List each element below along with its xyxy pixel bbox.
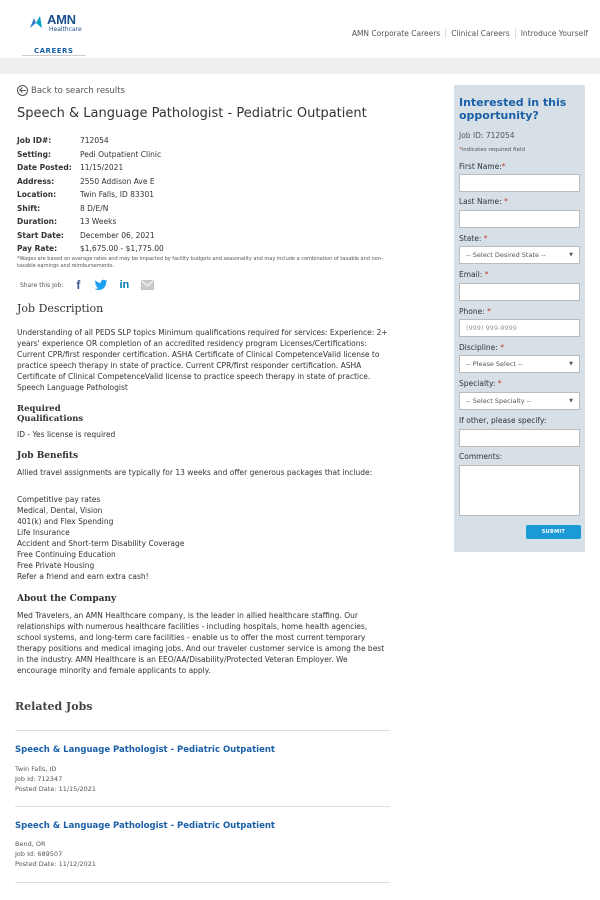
list-item: Competitive pay rates [17,495,101,504]
related-job-title-link[interactable]: Speech & Language Pathologist - Pediatric Outpatient [15,821,275,831]
other-specify-label: If other, please specify: [459,416,547,425]
logo-text: AMN [47,12,76,27]
email-label [459,270,488,279]
header-band [0,58,600,74]
about-company-heading: About the Company [17,594,117,604]
related-job-posted: Posted Date: 11/12/2021 [15,860,97,868]
form-title: Interested in this opportunity? [459,96,567,122]
detail-label: Pay Rate: [17,244,58,254]
detail-row-job-id [17,134,164,148]
detail-value: $1,675.00 - $1,775.00 [80,244,164,254]
field-label-text: Specialty: [459,379,496,388]
detail-label: Date Posted: [17,163,72,173]
back-to-search-link[interactable] [17,85,125,96]
detail-value: 2550 Addison Ave E [80,176,155,186]
detail-label: Location: [17,190,57,200]
detail-label: Duration: [17,217,57,227]
state-label [459,234,488,243]
field-label-text: Email: [459,270,483,279]
detail-value: 13 Weeks [80,217,117,227]
detail-value: 712054 [80,136,109,146]
phone-label [459,307,491,316]
share-bar [20,278,163,292]
detail-value: Pedi Outpatient Clinic [80,149,162,159]
divider [15,806,390,807]
amn-logo-mark-icon [28,14,44,30]
detail-label: Job ID#: [17,136,52,146]
related-job-title-link[interactable]: Speech & Language Pathologist - Pediatric Outpatient [15,745,275,755]
discipline-select[interactable] [459,355,580,373]
list-item: Medical, Dental, Vision [17,506,103,515]
specialty-label [459,379,502,388]
list-item: Life Insurance [17,528,70,537]
detail-value: 11/15/2021 [80,163,124,173]
job-details [17,134,164,256]
top-nav [347,29,588,38]
list-item: Refer a friend and earn extra cash! [17,572,149,581]
related-job-meta [15,839,96,869]
required-star: * [483,234,488,243]
related-jobs-heading: Related Jobs [15,700,93,713]
field-label-text: State: [459,234,482,243]
job-benefits-heading: Job Benefits [17,451,79,461]
back-link-label: Back to search results [31,85,125,96]
detail-row-location [17,188,164,202]
comments-label: Comments: [459,452,503,461]
required-star: * [504,197,508,206]
required-star: * [484,270,489,279]
back-arrow-icon [17,85,28,96]
list-item: Free Private Housing [17,561,95,570]
divider [15,730,390,731]
required-qualifications-heading [17,405,83,424]
job-description-heading: Job Description [17,302,104,315]
job-description-text: Understanding of all PEDS SLP topics Minimum qualifications required for services: Experience: 2+ years' experience OR completion of an accredited residency program Licenses/Certifications: Current CPR/first responder certification. ASHA Certificate of Clinical CompetenceValid license to practice speech therapy in state of practice. Current CPR/first responder certification. ASHA Certificate of Clinical CompetenceValid license to practice speech therapy in state of practice. Speech Language Pathologist [17,328,388,392]
detail-row-shift [17,202,164,216]
detail-row-start-date [17,229,164,243]
divider [15,882,390,883]
list-item: Free Continuing Education [17,550,116,559]
required-note [459,147,525,153]
required-star: * [487,307,491,316]
detail-row-address [17,175,164,189]
required-star: * [501,162,506,171]
list-item: 401(k) and Flex Spending [17,517,114,526]
share-label: Share this Job: [20,281,64,289]
detail-label: Start Date: [17,230,64,240]
related-job-posted: Posted Date: 11/15/2021 [15,785,97,793]
detail-row-date-posted [17,161,164,175]
detail-row-setting [17,148,164,162]
logo-subtext: Healthcare [49,26,82,33]
apply-form-panel [454,85,585,552]
nav-corporate-careers[interactable]: AMN Corporate Careers [347,29,446,38]
required-note-text: indicates required field [461,147,525,153]
last-name-label [459,197,508,206]
specialty-select[interactable] [459,392,580,410]
detail-value: 8 D/E/N [80,203,109,213]
linkedin-icon[interactable]: in [119,279,130,291]
qualifications-heading-line1: Required [17,404,61,414]
form-job-id: Job ID: 712054 [459,131,515,140]
email-field[interactable] [459,283,580,301]
twitter-icon[interactable] [94,278,108,292]
other-specify-field[interactable] [459,429,580,447]
related-job-id: Job Id: 712347 [15,775,63,783]
chevron-down-icon: ▼ [569,252,573,258]
nav-introduce-yourself[interactable]: Introduce Yourself [520,29,588,38]
list-item: Accident and Short-term Disability Coverage [17,539,185,548]
related-job-id: Job Id: 689507 [15,850,63,858]
field-label-text: First Name: [459,162,502,171]
required-star: * [497,379,502,388]
first-name-label [459,162,506,171]
benefits-intro: Allied travel assignments are typically for 13 weeks and offer generous packages that include: [17,468,373,477]
detail-row-duration [17,215,164,229]
detail-value: Twin Falls, ID 83301 [80,190,154,200]
amn-logo[interactable] [22,10,86,56]
state-select-value: -- Select Desired State -- [466,251,546,259]
last-name-field[interactable] [459,210,580,228]
field-label-text: Last Name: [459,197,502,206]
related-job-meta [15,764,96,794]
chevron-down-icon: ▼ [569,361,573,367]
detail-label: Shift: [17,203,41,213]
qualifications-heading-line2: Qualifications [17,413,84,424]
wage-footnote: *Wages are based on average rates and may be impacted by facility budgets and seasonality and may include a combination of taxable and non-taxable earnings and reimbursements. [17,256,383,269]
first-name-field[interactable] [459,174,580,192]
qualifications-text: ID - Yes license is required [17,430,116,439]
logo-careers-text: CAREERS [34,47,74,55]
required-star: * [500,343,504,352]
benefits-list [17,494,184,582]
related-job-location: Bend, OR [15,840,46,848]
site-header [0,0,600,58]
job-title: Speech & Language Pathologist - Pediatric Outpatient [17,106,367,121]
specialty-select-value: -- Select Specialty -- [466,397,532,405]
phone-field[interactable] [459,319,580,337]
detail-value: December 06, 2021 [80,230,155,240]
field-label-text: Discipline: [459,343,498,352]
detail-label: Setting: [17,149,51,159]
related-job-location: Twin Falls, ID [15,765,57,773]
submit-button[interactable]: SUBMIT [526,525,581,539]
about-company-text: Med Travelers, an AMN Healthcare company, is the leader in allied healthcare staffing. Our relationships with numerous healthcare facilities - including hospitals, home health agencies, school systems, and long-term care facilities - enable us to offer the most current temporary therapy positions and medical imaging jobs. And our traveler customer service is among the best in the industry. AMN Healthcare is an EEO/AA/Disability/Protected Veteran Employer. We encourage minority and female applicants to apply. [17,611,385,675]
comments-textarea[interactable] [459,465,580,516]
phone-placeholder: (999) 999-9999 [466,324,517,332]
discipline-select-value: -- Please Select -- [466,360,523,368]
chevron-down-icon: ▼ [569,398,573,404]
discipline-label [459,343,504,352]
nav-clinical-careers[interactable]: Clinical Careers [446,29,515,38]
field-label-text: Phone: [459,307,485,316]
email-icon[interactable] [140,278,154,292]
facebook-icon[interactable]: f [76,278,81,292]
required-star: * [459,147,462,153]
state-select[interactable] [459,246,580,264]
detail-label: Address: [17,176,55,186]
detail-row-pay-rate [17,242,164,256]
